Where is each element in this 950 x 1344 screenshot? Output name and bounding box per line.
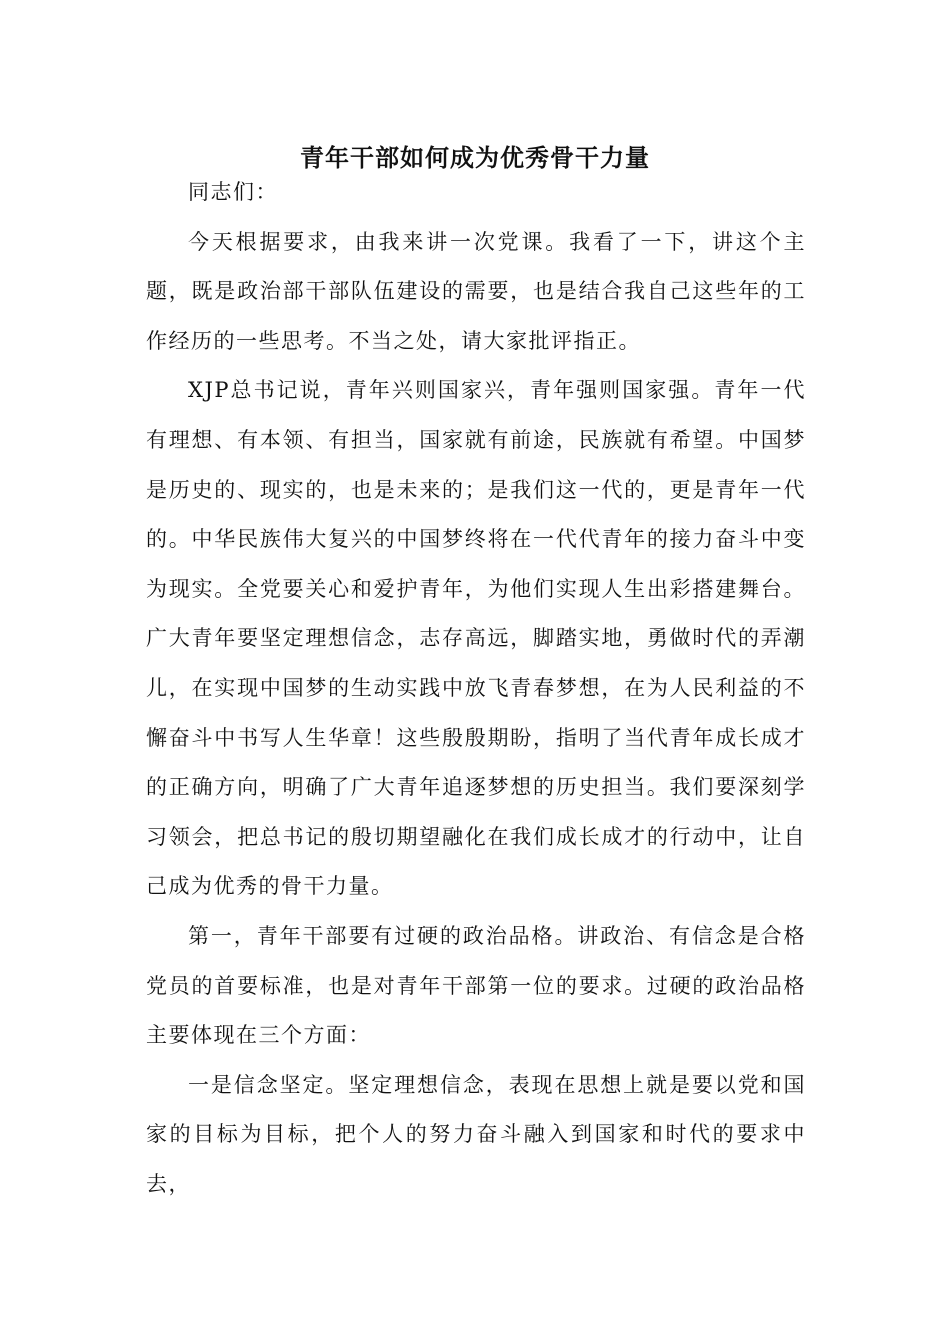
paragraph-greeting: 同志们：	[188, 180, 278, 204]
paragraph-point-one: 第一，青年干部要有过硬的政治品格。讲政治、有信念是合格党员的首要标准，也是对青年干部第一位的要求。过硬的政治品格主要体现在三个方面：	[146, 923, 806, 1048]
paragraph-intro: 今天根据要求，由我来讲一次党课。我看了一下，讲这个主题，既是政治部干部队伍建设的需要，也是结合我自己这些年的工作经历的一些思考。不当之处，请大家批评指正。	[146, 229, 806, 353]
document-body	[146, 168, 806, 1209]
paragraph-quote: XJP总书记说，青年兴则国家兴，青年强则国家强。青年一代有理想、有本领、有担当，国家就有前途，民族就有希望。中国梦是历史的、现实的，也是未来的；是我们这一代的，更是青年一代的。中华民族伟大复兴的中国梦终将在一代代青年的接力奋斗中变为现实。全党要关心和爱护青年，为他们实现人生出彩搭建舞台。广大青年要坚定理想信念，志存高远，脚踏实地，勇做时代的弄潮儿，在实现中国梦的生动实践中放飞青春梦想，在为人民利益的不懈奋斗中书写人生华章！这些殷殷期盼，指明了当代青年成长成才的正确方向，明确了广大青年追逐梦想的历史担当。我们要深刻学习领会，把总书记的殷切期望融化在我们成长成才的行动中，让自己成为优秀的骨干力量。	[146, 378, 806, 899]
paragraph-subpoint-one: 一是信念坚定。坚定理想信念，表现在思想上就是要以党和国家的目标为目标，把个人的努力奋斗融入到国家和时代的要求中去，	[146, 1072, 806, 1196]
document-title: 青年干部如何成为优秀骨干力量	[300, 143, 650, 172]
